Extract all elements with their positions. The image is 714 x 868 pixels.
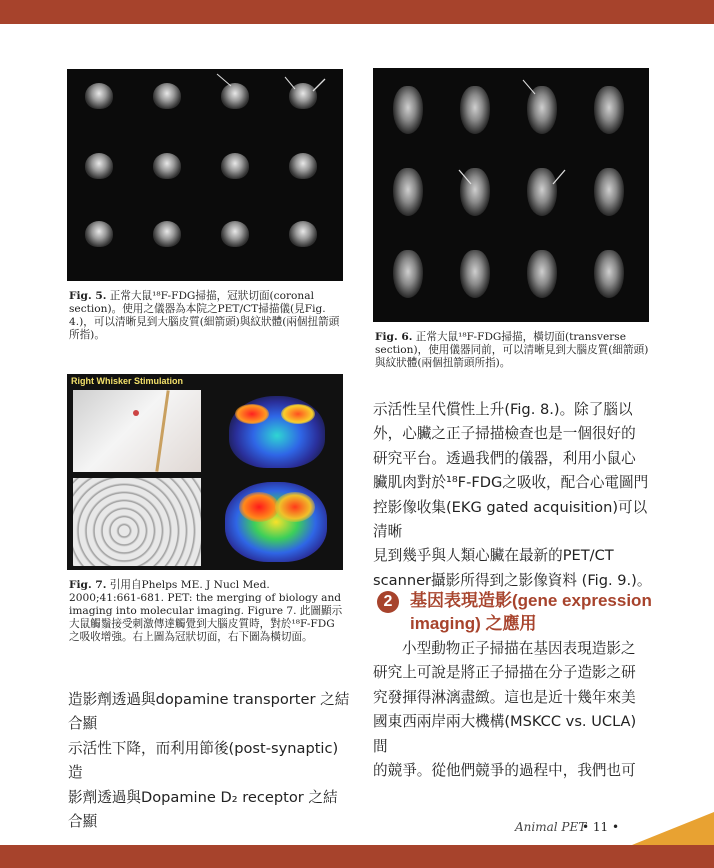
corner-accent [632, 812, 714, 845]
text-line: 究發揮得淋漓盡緻。這也是近十幾年來美 [373, 688, 636, 706]
section-heading [410, 589, 660, 635]
text-line: 研究平台。透過我們的儀器，利用小鼠心 [373, 449, 636, 467]
text-line: 臟肌肉對於¹⁸F-FDG之吸收，配合心電圖門 [373, 474, 649, 492]
right-body-text [373, 398, 655, 593]
fig6-label: Fig. 6. [375, 331, 413, 343]
fig6-arrows [373, 68, 649, 322]
text-line: 小型動物正子掃描在基因表現造影之 [402, 640, 636, 657]
text-line: 控影像收集(EKG gated acquisition)可以清晰 [373, 498, 648, 541]
fig7-caption [69, 579, 343, 644]
section-body-text [373, 637, 655, 783]
text-line: 的競爭。從他們競爭的過程中，我們也可 [373, 762, 636, 780]
fig5-arrows [67, 69, 343, 281]
fig7-panel-title: Right Whisker Stimulation [71, 376, 184, 386]
brain-section-photo [73, 478, 201, 566]
page-number: • 11 • [582, 820, 620, 834]
text-line: 影劑透過與Dopamine D₂ receptor 之結合顯 [68, 788, 338, 831]
coronal-heatmap [215, 390, 337, 472]
fig7-image [67, 374, 343, 570]
fig6-caption-text: 正常大鼠¹⁸F-FDG掃描，橫切面(transverse section)，使用儀器同前，可以清晰見到大腦皮質(細箭頭)與紋狀體(兩個扭箭頭所指)。 [375, 331, 649, 369]
left-body-text [68, 688, 350, 834]
fig6-caption [375, 331, 651, 370]
fig5-image [67, 69, 343, 281]
section-number-badge: 2 [377, 591, 399, 613]
bottom-color-bar [0, 845, 714, 868]
fig6-image [373, 68, 649, 322]
fig5-label: Fig. 5. [69, 290, 107, 302]
text-line: 示活性下降，而利用節後(post-synaptic)造 [68, 739, 339, 782]
fig7-caption-text: 引用自Phelps ME. J Nucl Med. 2000;41:661-681. PET: the merging of biology and imaging into molecular imaging. Figure 7. 此圖顯示大鼠觸鬚接受刺激傳達觸覺到大腦皮質時，對於¹⁸F-FDG之吸收增強。右上圖為冠狀切面，右下圖為橫切面。 [69, 579, 343, 643]
text-line: 研究上可說是將正子掃描在分子造影之研 [373, 664, 636, 682]
section-heading-line1: 基因表現造影(gene expression [410, 591, 652, 610]
rat-photo [73, 390, 201, 472]
text-line: 外，心臟之正子掃描檢查也是一個很好的 [373, 425, 636, 443]
text-line: 示活性呈代償性上升(Fig. 8.)。除了腦以 [373, 401, 633, 418]
fig5-caption [69, 290, 345, 342]
text-line: 造影劑透過與dopamine transporter 之結合顯 [68, 691, 350, 733]
section-heading-line2: imaging) 之應用 [410, 614, 537, 633]
transverse-heatmap [215, 478, 337, 566]
text-line: 見到幾乎與人類心臟在最新的PET/CT [373, 547, 614, 565]
text-line: 國東西兩岸兩大機構(MSKCC vs. UCLA) 間 [373, 713, 637, 755]
fig5-caption-text: 正常大鼠¹⁸F-FDG掃描，冠狀切面(coronal section)。使用之儀器為本院之PET/CT掃描儀(見Fig. 4.)，可以清晰見到大腦皮質(細箭頭)與紋狀體(兩個扭箭頭所指)。 [69, 290, 340, 341]
footer-journal: Animal PET [515, 820, 587, 834]
text-line: scanner攝影所得到之影像資料 (Fig. 9.)。 [373, 571, 652, 589]
top-color-bar [0, 0, 714, 24]
fig7-label: Fig. 7. [69, 579, 107, 591]
